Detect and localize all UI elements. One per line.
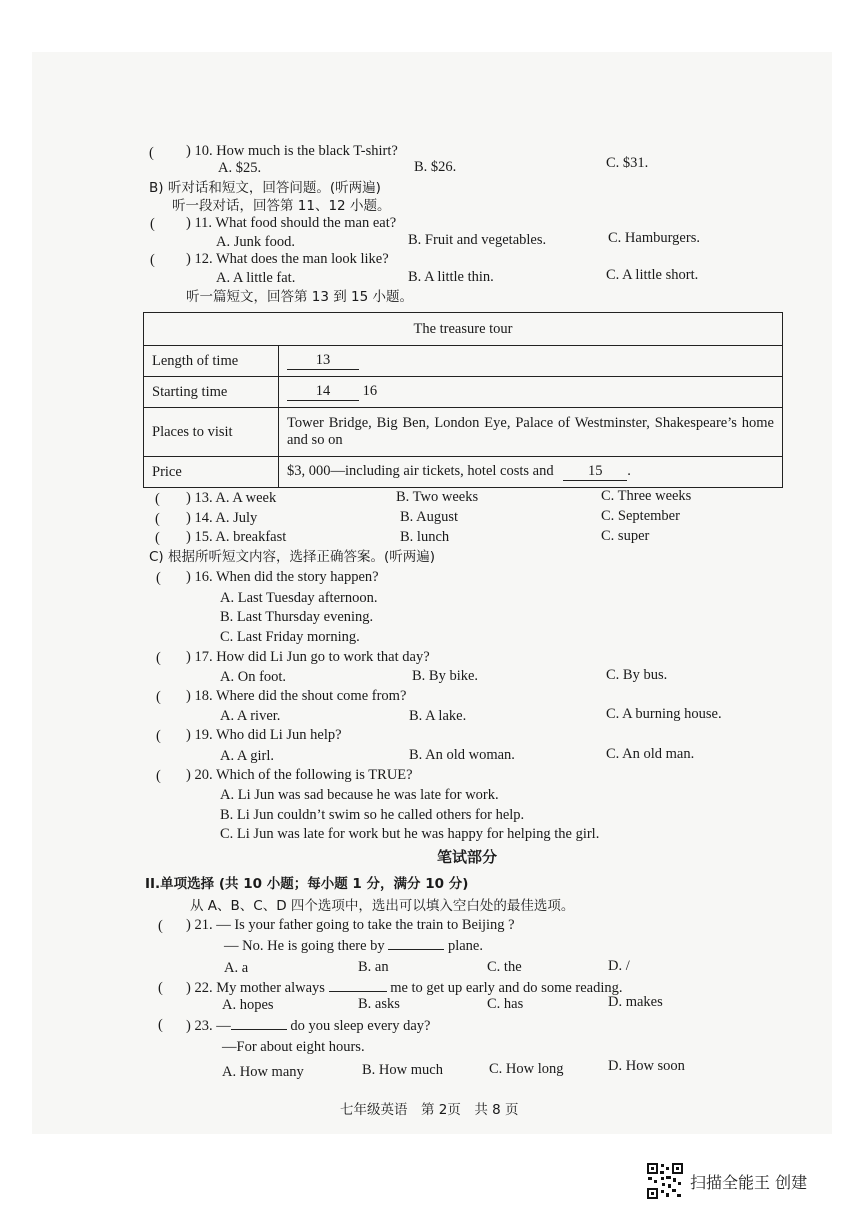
q21-option-d: D. / — [608, 958, 630, 974]
q22-option-d: D. makes — [608, 994, 663, 1010]
table-row — [144, 346, 783, 377]
q11-stem: ) 11. What food should the man eat? — [186, 215, 397, 231]
q20-option-c: C. Li Jun was late for work but he was happy for helping the girl. — [220, 826, 600, 842]
passage-intro: 听一篇短文，回答第 13 到 15 小题。 — [186, 289, 414, 305]
q20-stem: ) 20. Which of the following is TRUE? — [186, 767, 413, 783]
q22-paren: ( — [158, 980, 163, 996]
qr-code-icon — [646, 1162, 684, 1200]
treasure-tour-table — [143, 312, 783, 488]
row-label: Length of time — [144, 346, 279, 377]
q12-paren: ( — [150, 252, 155, 268]
q16-option-b: B. Last Thursday evening. — [220, 609, 374, 625]
q10-option-b: B. $26. — [414, 159, 457, 175]
q18-paren: ( — [156, 689, 161, 705]
q21-paren: ( — [158, 918, 163, 934]
table-row — [144, 408, 783, 457]
q14-option-b: B. August — [400, 509, 459, 525]
q12-stem: ) 12. What does the man look like? — [186, 251, 389, 267]
section-ii-instructions: 从 A、B、C、D 四个选项中，选出可以填入空白处的最佳选项。 — [190, 898, 575, 914]
q15-stem: ) 15. A. breakfast — [186, 529, 287, 545]
table-row — [144, 457, 783, 488]
q10-option-c: C. $31. — [606, 155, 649, 171]
q23-option-d: D. How soon — [608, 1058, 685, 1074]
q18-option-b: B. A lake. — [409, 708, 467, 724]
q19-paren: ( — [156, 728, 161, 744]
q13-paren: ( — [155, 491, 160, 507]
q22-stem-start: ) 22. My mother always — [186, 980, 325, 996]
q13-option-b: B. Two weeks — [396, 489, 479, 505]
q18-stem: ) 18. Where did the shout come from? — [186, 688, 407, 704]
row-label: Starting time — [144, 377, 279, 408]
q13-option-c: C. Three weeks — [601, 488, 692, 504]
q23-stem-start: ) 23. — — [186, 1018, 231, 1034]
blank-14: 14 — [287, 383, 359, 401]
q21-option-a: A. a — [224, 960, 249, 976]
q22-blank — [329, 977, 387, 992]
q21-line2 — [224, 935, 483, 955]
q10-stem: ) 10. How much is the black T-shirt? — [186, 143, 398, 159]
q15-option-c: C. super — [601, 528, 650, 544]
q16-paren: ( — [156, 570, 161, 586]
q21-stem: ) 21. — Is your father going to take the train to Beijing ? — [186, 917, 515, 933]
q12-option-c: C. A little short. — [606, 267, 699, 283]
q23-option-b: B. How much — [362, 1062, 443, 1078]
q11-option-a: A. Junk food. — [216, 234, 295, 250]
q11-paren: ( — [150, 216, 155, 232]
q23-option-a: A. How many — [222, 1064, 304, 1080]
q11-option-c: C. Hamburgers. — [608, 230, 700, 246]
q14-option-c: C. September — [601, 508, 680, 524]
q20-option-a: A. Li Jun was sad because he was late for work. — [220, 787, 499, 803]
q12-option-a: A. A little fat. — [216, 270, 296, 286]
q15-paren: ( — [155, 530, 160, 546]
q12-option-b: B. A little thin. — [408, 269, 494, 285]
watermark-text: 扫描全能王 创建 — [690, 1172, 808, 1192]
q22-option-b: B. asks — [358, 996, 400, 1012]
section-ii-title: II.单项选择 (共 10 小题；每小题 1 分，满分 10 分) — [145, 876, 469, 892]
row-value — [279, 457, 783, 488]
q10-option-a: A. $25. — [218, 160, 262, 176]
row-value — [279, 377, 783, 408]
q19-option-b: B. An old woman. — [409, 747, 515, 763]
q17-paren: ( — [156, 650, 161, 666]
q20-option-b: B. Li Jun couldn’t swim so he called others for help. — [220, 807, 525, 823]
q16-option-c: C. Last Friday morning. — [220, 629, 360, 645]
q23-paren: ( — [158, 1017, 163, 1033]
q17-option-c: C. By bus. — [606, 667, 668, 683]
q17-stem: ) 17. How did Li Jun go to work that day? — [186, 649, 430, 665]
q19-option-a: A. A girl. — [220, 748, 274, 764]
q22-stem-end: me to get up early and do some reading. — [390, 980, 623, 996]
q23-line2: —For about eight hours. — [222, 1039, 365, 1055]
q18-option-a: A. A river. — [220, 708, 281, 724]
q17-option-a: A. On foot. — [220, 669, 287, 685]
q23-stem-end: do you sleep every day? — [290, 1018, 431, 1034]
row-extra: 16 — [362, 383, 378, 399]
row-label: Places to visit — [144, 408, 279, 457]
q22-option-a: A. hopes — [222, 997, 274, 1013]
row-label: Price — [144, 457, 279, 488]
q23-blank — [231, 1015, 287, 1030]
table-title: The treasure tour — [144, 313, 783, 346]
row-value — [279, 346, 783, 377]
q16-stem: ) 16. When did the story happen? — [186, 569, 379, 585]
q21-line2-start: — No. He is going there by — [224, 938, 385, 954]
blank-15: 15 — [563, 463, 627, 481]
written-part-title: 笔试部分 — [437, 848, 498, 866]
q21-line2-end: plane. — [447, 938, 483, 954]
page-footer: 七年级英语 第 2页 共 8 页 — [340, 1102, 519, 1118]
q20-paren: ( — [156, 768, 161, 784]
section-b-title: B) 听对话和短文，回答问题。(听两遍) — [149, 180, 381, 196]
row-value: Tower Bridge, Big Ben, London Eye, Palace of Westminster, Shakespeare’s home and so on — [279, 408, 783, 457]
q11-option-b: B. Fruit and vegetables. — [408, 232, 547, 248]
q18-option-c: C. A burning house. — [606, 706, 722, 722]
q21-blank — [388, 935, 444, 950]
q13-stem: ) 13. A. A week — [186, 490, 277, 506]
q15-option-b: B. lunch — [400, 529, 450, 545]
scanner-watermark — [646, 1162, 807, 1200]
q14-paren: ( — [155, 511, 160, 527]
price-text: $3, 000—including air tickets, hotel costs and — [287, 463, 554, 479]
q16-option-a: A. Last Tuesday afternoon. — [220, 590, 378, 606]
section-c-title: C) 根据所听短文内容，选择正确答案。(听两遍) — [149, 549, 436, 565]
q14-stem: ) 14. A. July — [186, 510, 258, 526]
table-row — [144, 377, 783, 408]
section-b-subtitle: 听一段对话，回答第 11、12 小题。 — [172, 198, 391, 214]
q17-option-b: B. By bike. — [412, 668, 479, 684]
blank-13: 13 — [287, 352, 359, 370]
q22-option-c: C. has — [487, 996, 524, 1012]
q21-option-c: C. the — [487, 959, 522, 975]
q22-stem — [186, 977, 623, 997]
q19-option-c: C. An old man. — [606, 746, 695, 762]
q23-stem — [186, 1015, 430, 1035]
q21-option-b: B. an — [358, 959, 389, 975]
q19-stem: ) 19. Who did Li Jun help? — [186, 727, 342, 743]
q23-option-c: C. How long — [489, 1061, 564, 1077]
price-end: . — [627, 463, 631, 479]
q10-paren: ( — [149, 145, 154, 161]
